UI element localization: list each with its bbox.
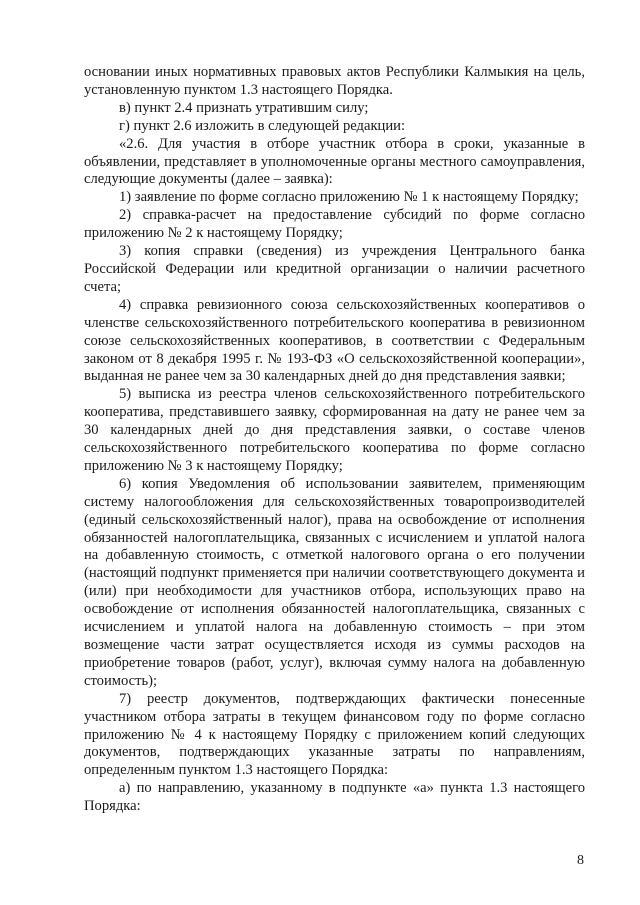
page-number: 8 [577,853,584,868]
list-item-6: 6) копия Уведомления об использовании заявителем, применяющим систему налогообложения для сельскохозяйственных товаропроизводителей (единый сельскохозяйственный налог), права на освобождение от исполнения обязанностей налогоплательщика, связанных с исчислением и уплатой налога на добавленную стоимость, с отметкой налогового органа о его получении (настоящий подпункт применяется при наличии соответствующего документа и (или) при необходимости для участников отбора, использующих право на освобождение от исполнения обязанностей налогоплательщика, связанных с исчислением и уплатой налога на добавленную стоимость – при этом возмещение части затрат осуществляется исходя из суммы расходов на приобретение товаров (работ, услуг), включая сумму налога на добавленную стоимость); [84,475,585,689]
paragraph-continuation: основании иных нормативных правовых актов Республики Калмыкия на цель, установленную пунктом 1.3 настоящего Порядка. [84,64,585,98]
paragraph-2-6: «2.6. Для участия в отборе участник отбора в сроки, указанные в объявлении, представляет в уполномоченные органы местного самоуправления, следующие документы (далее – заявка): [84,135,585,188]
list-item-7: 7) реестр документов, подтверждающих фактически понесенные участником отбора затраты в текущем финансовом году по форме согласно приложению № 4 к настоящему Порядку с приложением копий следующих документов, подтверждающих указанные затраты по направлениям, определенным пунктом 1.3 настоящего Порядка: [84,690,585,779]
paragraph-item-v: в) пункт 2.4 признать утратившим силу; [119,99,369,116]
list-item-1: 1) заявление по форме согласно приложению № 1 к настоящему Порядку; [119,189,579,206]
list-item-4: 4) справка ревизионного союза сельскохозяйственных кооперативов о членстве сельскохозяйственного потребительского кооператива в ревизионном союзе сельскохозяйственных кооперативов, в соответствии с Федеральным законом от 8 декабря 1995 г. № 193-ФЗ «О сельскохозяйственной кооперации», выданная не ранее чем за 30 календарных дней до дня представления заявки; [84,296,585,385]
subitem-a: а) по направлению, указанному в подпункте «а» пункта 1.3 настоящего Порядка: [84,780,585,815]
list-item-5: 5) выписка из реестра членов сельскохозяйственного потребительского кооператива, представившего заявку, сформированная на дату не ранее чем за 30 календарных дней до дня представления заявки, о составе членов сельскохозяйственного потребительского кооператива по форме согласно приложению № 3 к настоящему Порядку; [84,386,585,474]
list-item-3: 3) копия справки (сведения) из учреждения Центрального банка Российской Федерации или кредитной организации о наличии расчетного счета; [84,243,585,295]
document-body [84,64,585,816]
paragraph-item-g: г) пункт 2.6 изложить в следующей редакции: [119,117,406,134]
list-item-2: 2) справка-расчет на предоставление субсидий по форме согласно приложению № 2 к настоящему Порядку; [84,207,585,242]
